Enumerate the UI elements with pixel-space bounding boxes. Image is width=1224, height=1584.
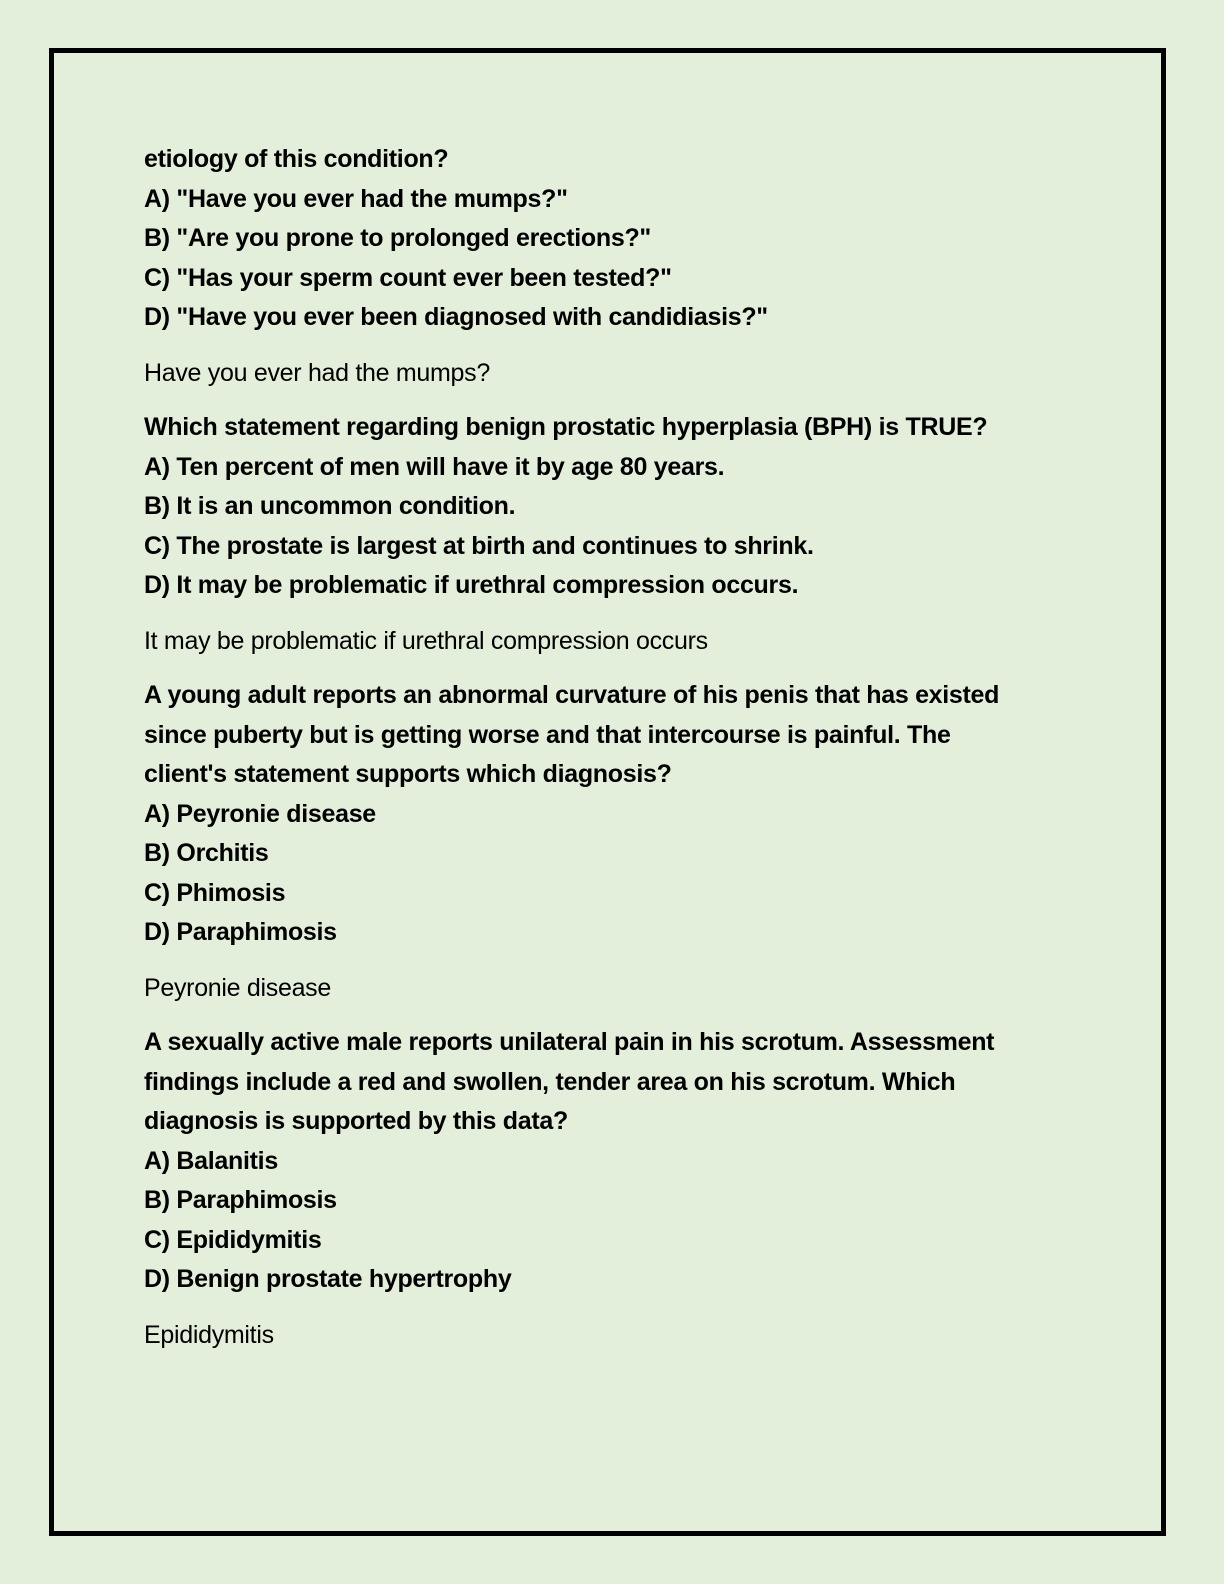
question-stem-line: etiology of this condition? bbox=[144, 145, 449, 173]
answer-4: Epididymitis bbox=[144, 1320, 274, 1349]
question-stem-line: A young adult reports an abnormal curvature of his penis that has existed bbox=[144, 681, 1000, 709]
question-stem-line: findings include a red and swollen, tender area on his scrotum. Which bbox=[144, 1067, 956, 1096]
option-a: A) Peyronie disease bbox=[144, 799, 376, 828]
option-a: A) Ten percent of men will have it by age 80 years. bbox=[144, 452, 725, 481]
option-d: D) It may be problematic if urethral compression occurs. bbox=[144, 571, 799, 599]
question-stem-line: A sexually active male reports unilateral pain in his scrotum. Assessment bbox=[144, 1028, 995, 1056]
question-4 bbox=[144, 1023, 1064, 1300]
answer-2: It may be problematic if urethral compression occurs bbox=[144, 626, 708, 655]
option-d: D) "Have you ever been diagnosed with candidiasis?" bbox=[144, 303, 768, 331]
option-a: A) "Have you ever had the mumps?" bbox=[144, 184, 568, 213]
option-b: B) It is an uncommon condition. bbox=[144, 492, 516, 520]
option-c: C) The prostate is largest at birth and continues to shrink. bbox=[144, 531, 814, 560]
answer-1: Have you ever had the mumps? bbox=[144, 358, 490, 387]
option-c: C) Phimosis bbox=[144, 878, 286, 907]
option-b: B) "Are you prone to prolonged erections?" bbox=[144, 224, 651, 252]
question-stem-line: client's statement supports which diagnosis? bbox=[144, 760, 672, 788]
option-a: A) Balanitis bbox=[144, 1146, 278, 1175]
question-1 bbox=[144, 140, 1064, 338]
document-content bbox=[144, 140, 1064, 1370]
option-c: C) "Has your sperm count ever been tested?" bbox=[144, 263, 672, 292]
question-2 bbox=[144, 408, 1064, 606]
option-c: C) Epididymitis bbox=[144, 1225, 322, 1254]
question-stem-line: since puberty but is getting worse and that intercourse is painful. The bbox=[144, 720, 951, 749]
option-d: D) Paraphimosis bbox=[144, 918, 337, 946]
question-3 bbox=[144, 676, 1064, 953]
question-stem-line: diagnosis is supported by this data? bbox=[144, 1107, 568, 1135]
question-stem-line: Which statement regarding benign prostatic hyperplasia (BPH) is TRUE? bbox=[144, 413, 988, 441]
option-b: B) Paraphimosis bbox=[144, 1186, 337, 1214]
answer-3: Peyronie disease bbox=[144, 973, 331, 1002]
option-d: D) Benign prostate hypertrophy bbox=[144, 1265, 512, 1293]
option-b: B) Orchitis bbox=[144, 839, 269, 867]
